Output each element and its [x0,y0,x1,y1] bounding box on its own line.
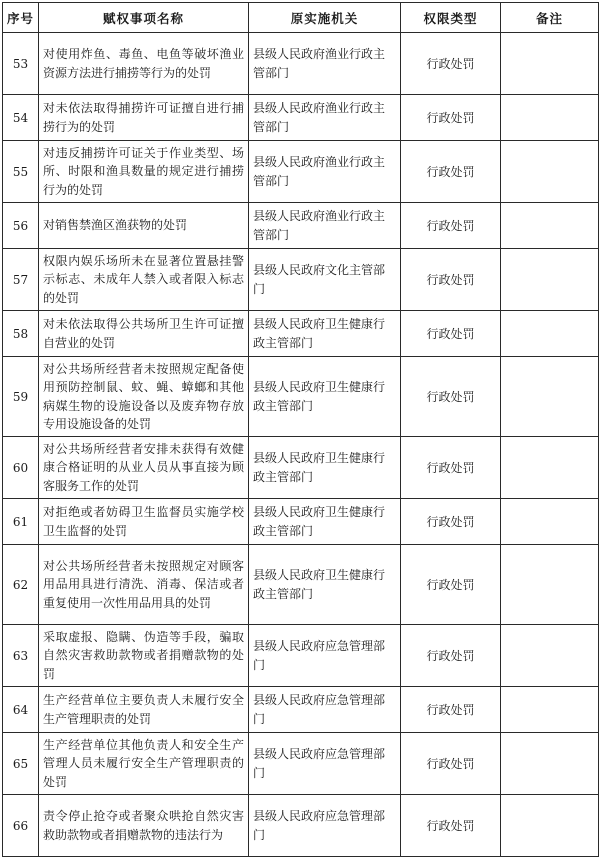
row-note [501,687,599,733]
table-row [3,203,599,249]
row-item: 对公共场所经营者未按照规定对顾客用品用具进行清洗、消毒、保洁或者重复使用一次性用品用具的处罚 [39,545,249,625]
table-row [3,141,599,203]
row-agency: 县级人民政府卫生健康行政主管部门 [249,311,401,357]
table-header [3,3,599,33]
row-type: 行政处罚 [401,687,501,733]
table-row [3,249,599,311]
row-type: 行政处罚 [401,249,501,311]
row-item: 生产经营单位其他负责人和安全生产管理人员未履行安全生产管理职责的处罚 [39,733,249,795]
row-type: 行政处罚 [401,795,501,857]
row-note [501,33,599,95]
header-note: 备注 [501,3,599,33]
table-row [3,795,599,857]
table-row [3,437,599,499]
table-row [3,545,599,625]
header-type: 权限类型 [401,3,501,33]
row-item: 权限内娱乐场所未在显著位置悬挂警示标志、未成年人禁入或者限入标志的处罚 [39,249,249,311]
row-agency: 县级人民政府卫生健康行政主管部门 [249,545,401,625]
row-item: 对公共场所经营者安排未获得有效健康合格证明的从业人员从事直接为顾客服务工作的处罚 [39,437,249,499]
table-row [3,357,599,437]
row-agency: 县级人民政府卫生健康行政主管部门 [249,357,401,437]
row-num: 65 [3,733,39,795]
table-row [3,625,599,687]
row-note [501,95,599,141]
row-agency: 县级人民政府应急管理部门 [249,795,401,857]
row-type: 行政处罚 [401,95,501,141]
row-type: 行政处罚 [401,499,501,545]
table-row [3,33,599,95]
row-type: 行政处罚 [401,437,501,499]
row-note [501,141,599,203]
row-agency: 县级人民政府渔业行政主管部门 [249,95,401,141]
row-note [501,203,599,249]
row-item: 对拒绝或者妨碍卫生监督员实施学校卫生监督的处罚 [39,499,249,545]
empowerment-table [2,2,599,857]
row-num: 55 [3,141,39,203]
row-agency: 县级人民政府文化主管部门 [249,249,401,311]
row-num: 56 [3,203,39,249]
table-row [3,499,599,545]
header-num: 序号 [3,3,39,33]
row-num: 53 [3,33,39,95]
row-agency: 县级人民政府应急管理部门 [249,733,401,795]
row-type: 行政处罚 [401,141,501,203]
row-type: 行政处罚 [401,625,501,687]
row-type: 行政处罚 [401,733,501,795]
row-agency: 县级人民政府渔业行政主管部门 [249,203,401,249]
row-note [501,795,599,857]
row-agency: 县级人民政府渔业行政主管部门 [249,141,401,203]
row-note [501,499,599,545]
row-item: 采取虚报、隐瞒、伪造等手段，骗取自然灾害救助款物或者捐赠款物的处罚 [39,625,249,687]
row-agency: 县级人民政府卫生健康行政主管部门 [249,437,401,499]
row-num: 61 [3,499,39,545]
row-item: 对使用炸鱼、毒鱼、电鱼等破坏渔业资源方法进行捕捞等行为的处罚 [39,33,249,95]
row-num: 66 [3,795,39,857]
row-num: 57 [3,249,39,311]
row-agency: 县级人民政府应急管理部门 [249,625,401,687]
row-num: 54 [3,95,39,141]
row-type: 行政处罚 [401,33,501,95]
table-row [3,687,599,733]
row-item: 对违反捕捞许可证关于作业类型、场所、时限和渔具数量的规定进行捕捞行为的处罚 [39,141,249,203]
row-type: 行政处罚 [401,545,501,625]
row-item: 对未依法取得捕捞许可证擅自进行捕捞行为的处罚 [39,95,249,141]
row-num: 59 [3,357,39,437]
table-row [3,311,599,357]
row-agency: 县级人民政府应急管理部门 [249,687,401,733]
row-note [501,625,599,687]
row-item: 责令停止抢夺或者聚众哄抢自然灾害救助款物或者捐赠款物的违法行为 [39,795,249,857]
row-note [501,357,599,437]
row-note [501,437,599,499]
row-agency: 县级人民政府渔业行政主管部门 [249,33,401,95]
row-num: 63 [3,625,39,687]
row-type: 行政处罚 [401,311,501,357]
row-num: 60 [3,437,39,499]
row-note [501,311,599,357]
row-item: 对未依法取得公共场所卫生许可证擅自营业的处罚 [39,311,249,357]
table-body [3,33,599,857]
row-note [501,249,599,311]
row-item: 对公共场所经营者未按照规定配备使用预防控制鼠、蚊、蝇、蟑螂和其他病媒生物的设施设备以及废弃物存放专用设施设备的处罚 [39,357,249,437]
row-num: 62 [3,545,39,625]
row-type: 行政处罚 [401,203,501,249]
row-note [501,545,599,625]
row-num: 64 [3,687,39,733]
row-num: 58 [3,311,39,357]
table-row [3,733,599,795]
row-note [501,733,599,795]
row-type: 行政处罚 [401,357,501,437]
table-row [3,95,599,141]
header-item: 赋权事项名称 [39,3,249,33]
row-item: 对销售禁渔区渔获物的处罚 [39,203,249,249]
header-agency: 原实施机关 [249,3,401,33]
row-agency: 县级人民政府卫生健康行政主管部门 [249,499,401,545]
row-item: 生产经营单位主要负责人未履行安全生产管理职责的处罚 [39,687,249,733]
